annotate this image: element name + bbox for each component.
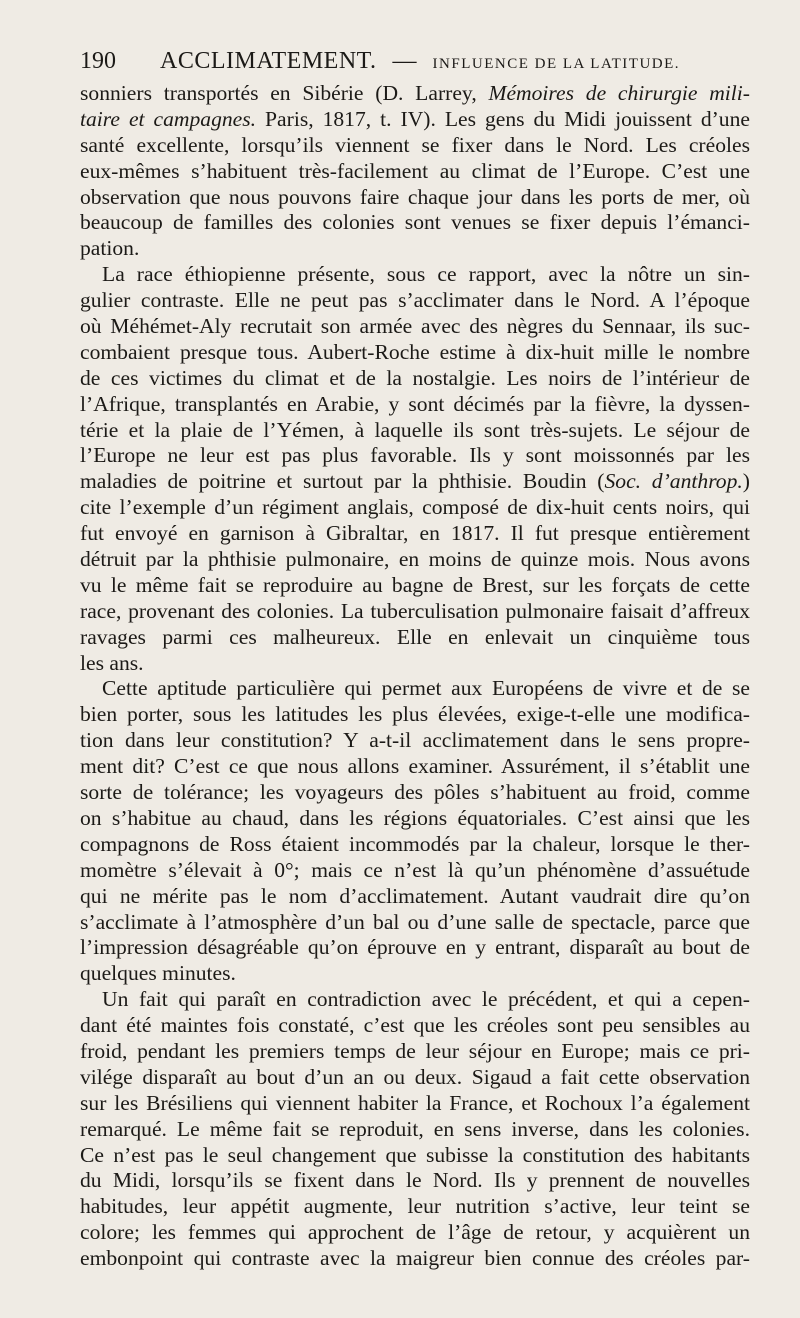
text-segment: beaucoup de familles des colonies sont venues se fixer depuis l’émanci- (80, 210, 750, 235)
text-segment: remarqué. Le même fait se reproduit, en sens inverse, dans les colonies. (80, 1116, 750, 1141)
text-segment: ) (742, 469, 750, 494)
text-line (80, 1117, 750, 1143)
text-line (80, 1168, 750, 1194)
text-segment: Ce n’est pas le seul changement que subisse la constitution des habitants (80, 1142, 750, 1167)
text-line (80, 832, 750, 858)
text-line (80, 625, 750, 651)
text-segment: quelques minutes. (80, 961, 236, 986)
italic-text: Soc. d’anthrop. (604, 469, 743, 494)
text-line (80, 728, 750, 754)
text-line (80, 702, 750, 728)
text-line (80, 1065, 750, 1091)
text-segment: La race éthiopienne présente, sous ce rapport, avec la nôtre un sin- (102, 262, 750, 287)
text-line (80, 1220, 750, 1246)
text-line (80, 1091, 750, 1117)
text-line (80, 676, 750, 702)
text-segment: fut envoyé en garnison à Gibraltar, en 1817. Il fut presque entièrement (80, 521, 750, 546)
text-line (80, 107, 750, 133)
text-segment: vilége disparaît au bout d’un an ou deux. Sigaud a fait cette observation (80, 1064, 750, 1089)
text-line (80, 599, 750, 625)
text-line (80, 521, 750, 547)
text-segment: sonniers transportés en Sibérie (D. Larrey, (80, 81, 489, 105)
text-segment: l’Europe ne leur est pas plus favorable. Ils y sont moissonnés par les (80, 443, 750, 468)
text-line (80, 262, 750, 288)
text-segment: santé excellente, lorsqu’ils viennent se fixer dans le Nord. Les créoles (80, 132, 750, 157)
header-separator: — (392, 48, 417, 74)
text-line (80, 547, 750, 573)
text-line (80, 573, 750, 599)
text-line (80, 443, 750, 469)
text-line (80, 495, 750, 521)
text-line (80, 340, 750, 366)
text-segment: combaient presque tous. Aubert-Roche estime à dix-huit mille le nombre (80, 339, 750, 364)
text-line (80, 418, 750, 444)
text-line (80, 236, 750, 262)
body-text (80, 81, 750, 1272)
running-header (80, 44, 750, 78)
text-line (80, 133, 750, 159)
text-segment: vu le même fait se reproduire au bagne de Brest, sur les forçats de cette (80, 572, 750, 597)
text-segment: de ces victimes du climat et de la nostalgie. Les noirs de l’intérieur de (80, 365, 750, 390)
text-line (80, 392, 750, 418)
text-segment: cite l’exemple d’un régiment anglais, composé de dix-huit cents noirs, qui (80, 495, 750, 520)
text-segment: où Méhémet-Aly recrutait son armée avec des nègres du Sennaar, ils suc- (80, 314, 750, 339)
text-line (80, 210, 750, 236)
text-segment: ravages parmi ces malheureux. Elle en enlevait un cinquième tous (80, 624, 750, 649)
text-line (80, 314, 750, 340)
text-segment: l’Afrique, transplantés en Arabie, y sont décimés par la fièvre, la dyssen- (80, 391, 750, 416)
text-line (80, 1013, 750, 1039)
text-line (80, 858, 750, 884)
running-title: ACCLIMATEMENT. (160, 48, 377, 74)
text-segment: habitudes, leur appétit augmente, leur nutrition s’active, leur teint se (80, 1194, 750, 1219)
text-line (80, 1039, 750, 1065)
text-line (80, 469, 750, 495)
text-line (80, 1194, 750, 1220)
text-segment: térie et la plaie de l’Yémen, à laquelle ils sont très-sujets. Le séjour de (80, 417, 750, 442)
text-segment: Un fait qui paraît en contradiction avec le précédent, et qui a cepen- (102, 987, 750, 1012)
italic-text: taire et campagnes. (80, 106, 257, 131)
text-segment: bien porter, sous les latitudes les plus élevées, exige-t-elle une modifica- (80, 702, 750, 727)
text-line (80, 651, 750, 677)
text-line (80, 987, 750, 1013)
text-segment: ment dit? C’est ce que nous allons examiner. Assurément, il s’établit une (80, 754, 750, 779)
text-segment: maladies de poitrine et surtout par la phthisie. Boudin ( (80, 469, 605, 494)
text-segment: l’impression désagréable qu’on éprouve en y entrant, disparaît au bout de (80, 935, 750, 960)
text-segment: momètre s’élevait à 0°; mais ce n’est là qu’un phénomène d’assuétude (80, 857, 750, 882)
italic-text: Mémoires de chirurgie mili- (488, 81, 750, 105)
text-line (80, 754, 750, 780)
text-line (80, 1246, 750, 1272)
text-segment: sur les Brésiliens qui viennent habiter la France, et Rochoux l’a également (80, 1090, 750, 1115)
text-segment: embonpoint qui contraste avec la maigreur bien connue des créoles par- (80, 1246, 750, 1271)
text-line (80, 366, 750, 392)
text-line (80, 961, 750, 987)
text-segment: dant été maintes fois constaté, c’est que les créoles sont peu sensibles au (80, 1013, 750, 1038)
text-line (80, 780, 750, 806)
text-segment: s’acclimate à l’atmosphère d’un bal ou d’une salle de spectacle, parce que (80, 909, 750, 934)
running-subtitle: INFLUENCE DE LA LATITUDE. (432, 56, 681, 72)
text-line (80, 884, 750, 910)
text-line (80, 159, 750, 185)
text-line (80, 288, 750, 314)
text-segment: gulier contraste. Elle ne peut pas s’acclimater dans le Nord. A l’époque (80, 288, 750, 313)
text-segment: Cette aptitude particulière qui permet aux Européens de vivre et de se (102, 676, 750, 701)
text-line (80, 806, 750, 832)
text-segment: tion dans leur constitution? Y a-t-il acclimatement dans le sens propre- (80, 728, 750, 753)
text-segment: Paris, 1817, t. IV). Les gens du Midi jouissent d’une (256, 106, 750, 131)
text-segment: eux-mêmes s’habituent très-facilement au climat de l’Europe. C’est une (80, 158, 750, 183)
text-line (80, 81, 750, 107)
text-segment: qui ne mérite pas le nom d’acclimatement. Autant vaudrait dire qu’on (80, 883, 750, 908)
text-segment: race, provenant des colonies. La tuberculisation pulmonaire faisait d’affreux (80, 598, 750, 623)
text-line (80, 185, 750, 211)
text-line (80, 935, 750, 961)
text-segment: détruit par la phthisie pulmonaire, en moins de quinze mois. Nous avons (80, 547, 750, 572)
text-line (80, 910, 750, 936)
text-segment: compagnons de Ross étaient incommodés par la chaleur, lorsque le ther- (80, 831, 750, 856)
text-segment: observation que nous pouvons faire chaque jour dans les ports de mer, où (80, 184, 750, 209)
text-segment: du Midi, lorsqu’ils se fixent dans le Nord. Ils y prennent de nouvelles (80, 1168, 750, 1193)
text-segment: sorte de tolérance; les voyageurs des pôles s’habituent au froid, comme (80, 780, 750, 805)
page-number: 190 (80, 48, 116, 74)
text-segment: colore; les femmes qui approchent de l’âge de retour, y acquièrent un (80, 1220, 750, 1245)
text-segment: on s’habitue au chaud, dans les régions équatoriales. C’est ainsi que les (80, 805, 750, 830)
text-segment: les ans. (80, 650, 144, 675)
text-segment: froid, pendant les premiers temps de leur séjour en Europe; mais ce pri- (80, 1038, 750, 1063)
text-line (80, 1143, 750, 1169)
text-segment: pation. (80, 236, 140, 261)
